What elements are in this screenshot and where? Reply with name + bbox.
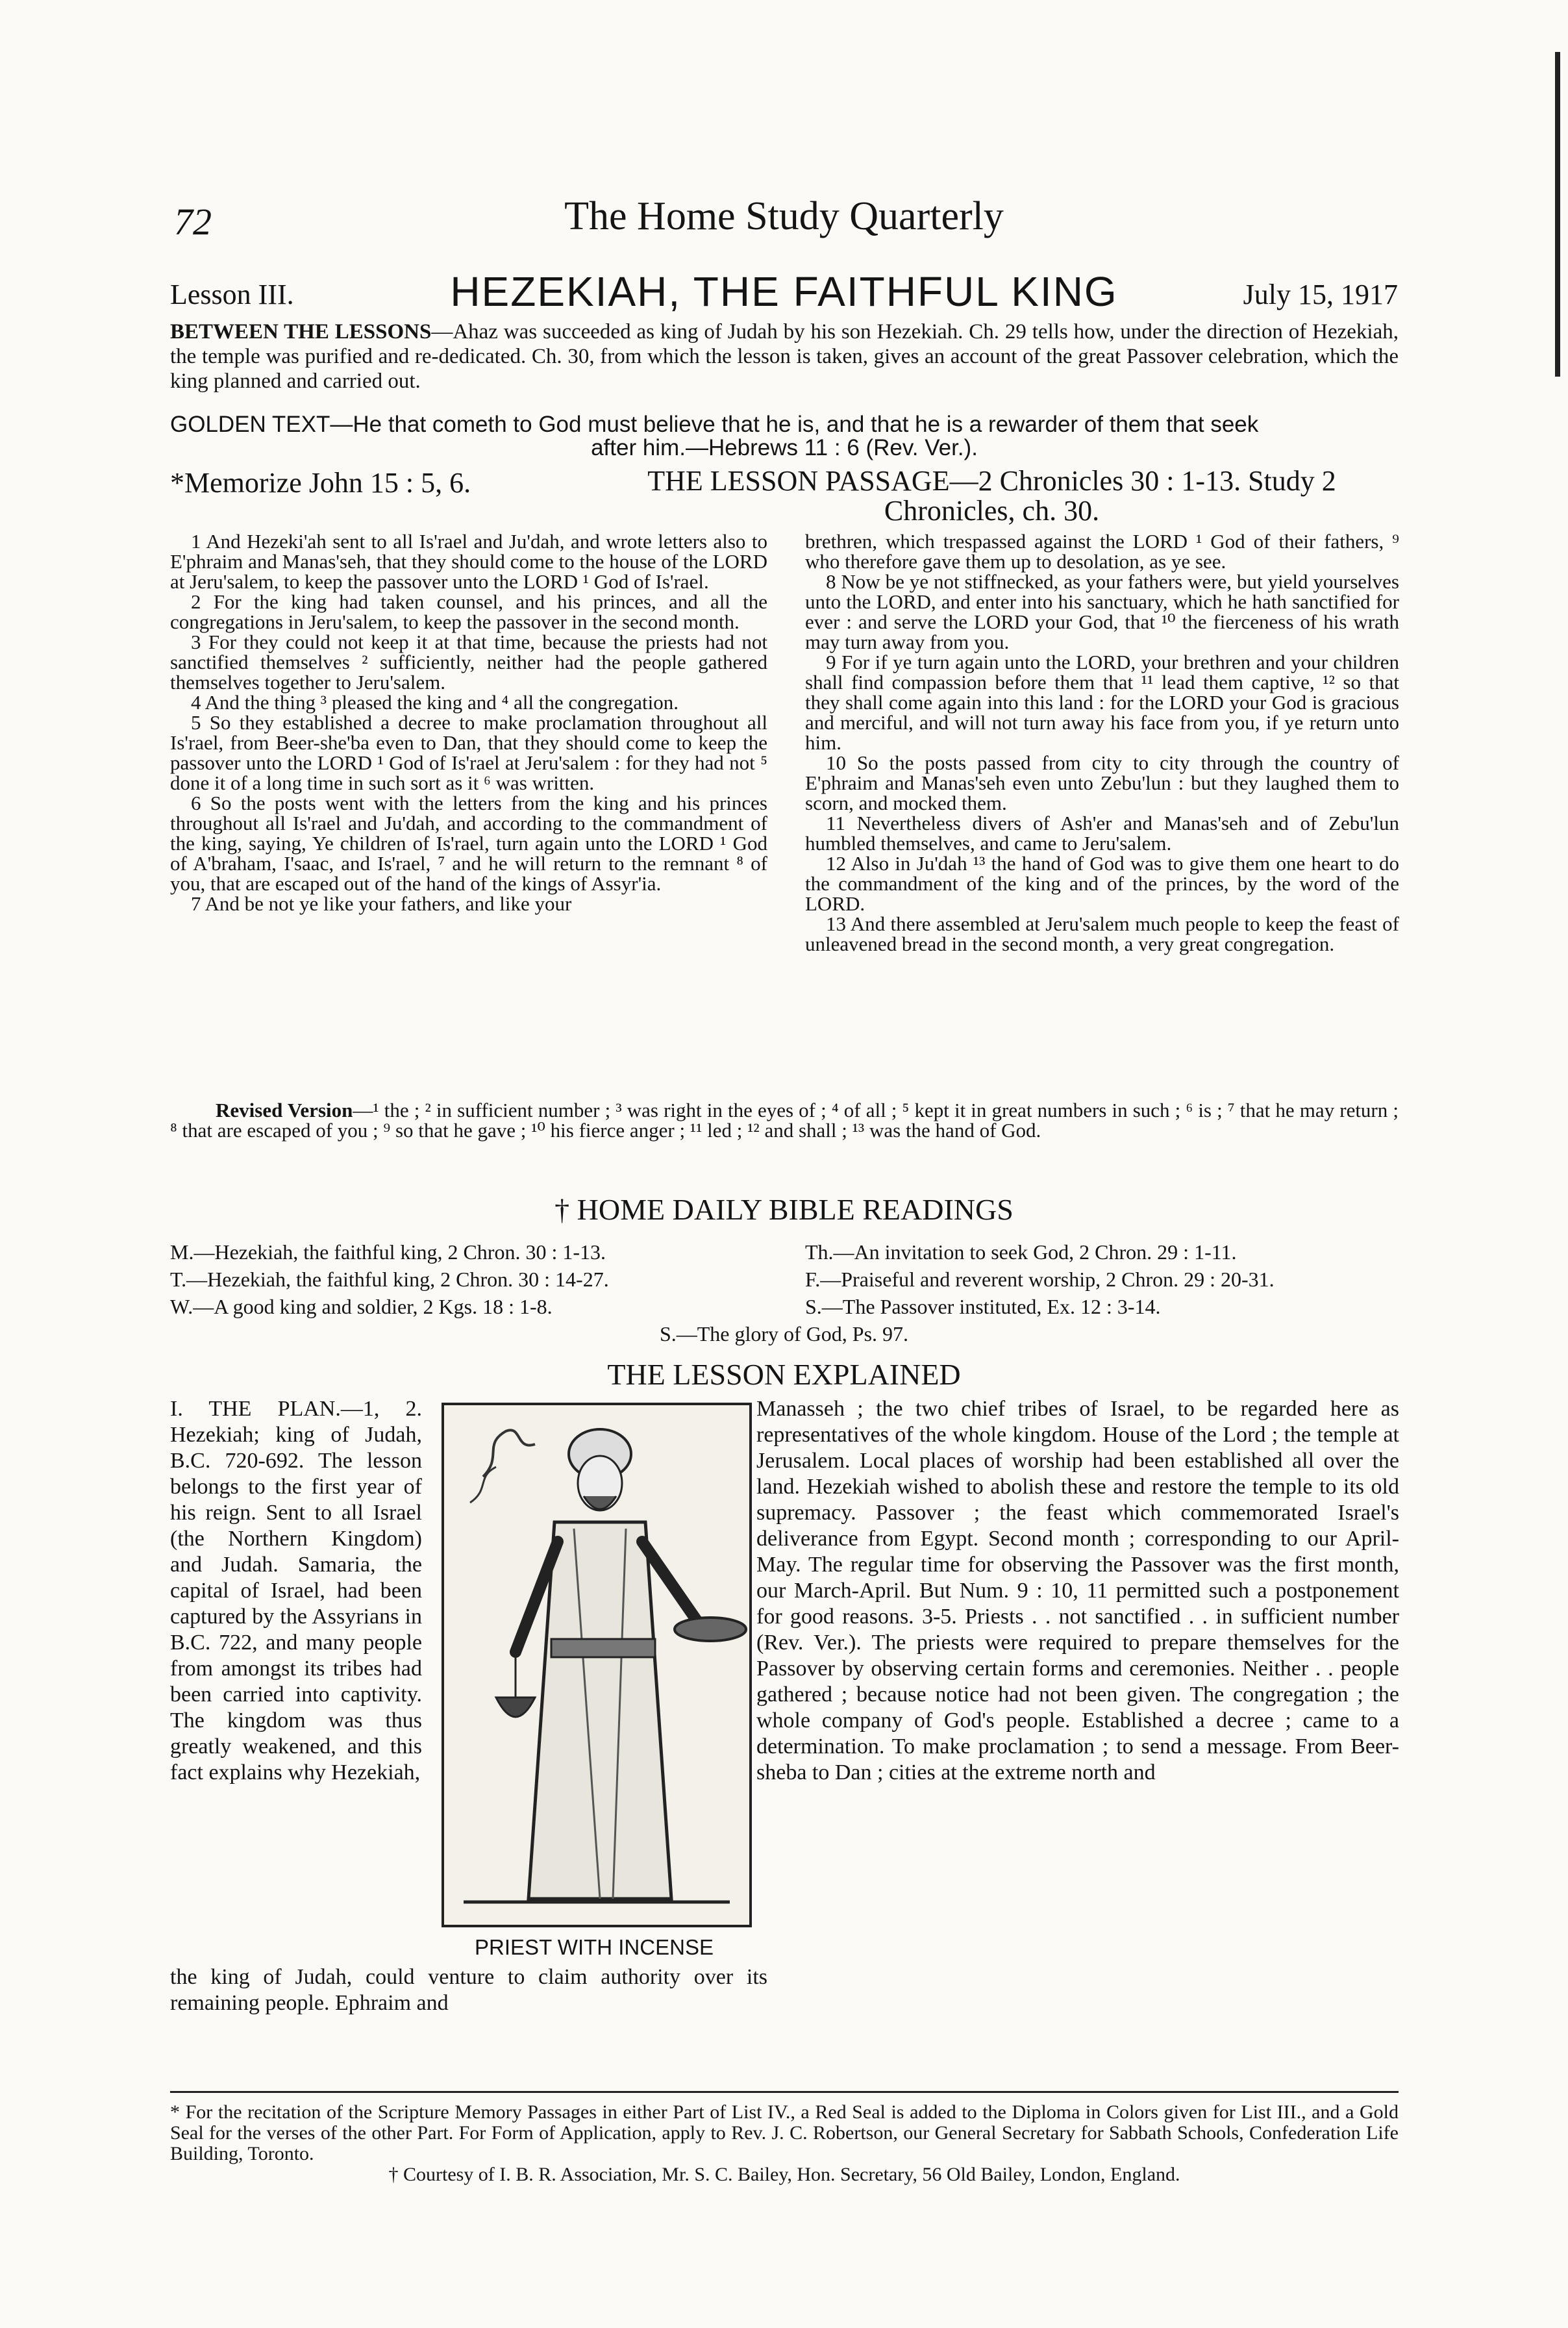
verse: 8 Now be ye not stiffnecked, as your fathers were, but yield yourselves unto the LORD, and enter into his sanctuary, which he hath sanctified for ever : and serve the LORD your God, that ¹⁰ the fierceness of his wrath may turn away from you. xyxy=(805,570,1399,653)
page-number: 72 xyxy=(174,201,212,243)
between-the-lessons xyxy=(170,319,1399,394)
lesson-explained-title: THE LESSON EXPLAINED xyxy=(607,1358,961,1391)
verse: 5 So they established a decree to make proclamation throughout all Is'rael, from Beer-she'ba even to Dan, that they should come to keep the passover unto the LORD ¹ God of Is'rael at Jeru'salem : for they had not ⁵ done it of a long time in such sort as it ⁶ was written. xyxy=(170,711,767,794)
verse: 2 For the king had taken counsel, and his princes, and all the congregations in Jeru'salem, to keep the passover in the second month. xyxy=(170,590,767,633)
reading-item: Th.—An invitation to seek God, 2 Chron. 29 : 1-11. xyxy=(805,1240,1237,1264)
verse: 10 So the posts passed from city to city through the country of E'phraim and Manas'seh even unto Zebu'lun : but they laughed them to scorn, and mocked them. xyxy=(805,751,1399,814)
explained-bottom-left: the king of Judah, could venture to claim authority over its remaining people. Ephraim and xyxy=(170,1965,767,2015)
golden-text-line-1: GOLDEN TEXT—He that cometh to God must believe that he is, and that he is a rewarder of them that seek xyxy=(170,412,1259,437)
reading-item: W.—A good king and soldier, 2 Kgs. 18 : 1-8. xyxy=(170,1295,553,1318)
footnote: * For the recitation of the Scripture Memory Passages in either Part of List IV., a Red Seal is added to the Diploma in Colors given for List III., and a Gold Seal for the verses of the other Part. For Form of Application, apply to Rev. J. C. Robertson, our General Secretary for Sabbath Schools, Confederation Life Building, Toronto. xyxy=(170,2101,1399,2164)
verse: 11 Nevertheless divers of Ash'er and Manas'seh and of Zebu'lun humbled themselves, and came to Jeru'salem. xyxy=(805,812,1399,855)
verse: 12 Also in Ju'dah ¹³ the hand of God was to give them one heart to do the commandment of the king and of the princes, by the word of the LORD. xyxy=(805,852,1399,915)
reading-item: S.—The Passover instituted, Ex. 12 : 3-14. xyxy=(805,1295,1161,1318)
footnote: † Courtesy of I. B. R. Association, Mr. S. C. Bailey, Hon. Secretary, 56 Old Bailey, London, England. xyxy=(388,2164,1180,2185)
memorize-note: *Memorize John 15 : 5, 6. xyxy=(170,467,471,499)
verse: 6 So the posts went with the letters from the king and his princes throughout all Is'rael and Ju'dah, and according to the commandment of the king, saying, Ye children of Is'rael, turn again unto the LORD ¹ God of A'braham, I'saac, and Is'rael, ⁷ and he will return to the remnant ⁸ of you, that are escaped out of the hand of the kings of Assyr'ia. xyxy=(170,792,767,895)
reading-item: S.—The glory of God, Ps. 97. xyxy=(659,1322,909,1345)
verse: 4 And the thing ³ pleased the king and ⁴ all the congregation. xyxy=(191,691,679,714)
between-text: —Ahaz was succeeded as king of Judah by his son Hezekiah. Ch. 29 tells how, under the direction of Hezekiah, the temple was purified and re-dedicated. Ch. 30, from which the lesson is taken, gives an account of the great Passover celebration, which the king planned and carried out. xyxy=(170,320,1399,393)
revised-version-notes xyxy=(170,1100,1399,1140)
verse: 3 For they could not keep it at that time, because the priests had not sanctified themselves ² sufficiently, neither had the people gathered themselves together to Jeru'salem. xyxy=(170,631,767,694)
readings-title: † HOME DAILY BIBLE READINGS xyxy=(554,1193,1014,1226)
reading-item: M.—Hezekiah, the faithful king, 2 Chron. 30 : 1-13. xyxy=(170,1240,606,1264)
page-edge-rule xyxy=(1555,52,1560,377)
revised-text: —¹ the ; ² in sufficient number ; ³ was right in the eyes of ; ⁴ of all ; ⁵ kept it in great numbers in such ; ⁶ is ; ⁷ that he may return ; ⁸ that are escaped of you ; ⁹ so that he gave ; ¹⁰ his fierce anger ; ¹¹ led ; ¹² and shall ; ¹³ was the hand of God. xyxy=(170,1099,1399,1142)
passage-right-column xyxy=(805,531,1399,954)
verse: 1 And Hezeki'ah sent to all Is'rael and Ju'dah, and wrote letters also to E'phraim and Manas'seh, that they should come to the house of the LORD at Jeru'salem, to keep the passover unto the LORD ¹ God of Is'rael. xyxy=(170,530,767,593)
running-title: The Home Study Quarterly xyxy=(564,194,1004,238)
verse: brethren, which trespassed against the LORD ¹ God of their fathers, ⁹ who therefore gave them up to desolation, as ye see. xyxy=(805,530,1399,573)
revised-label: Revised Version xyxy=(216,1099,353,1121)
lesson-number: Lesson III. xyxy=(170,279,294,310)
illustration-caption: PRIEST WITH INCENSE xyxy=(475,1935,714,1959)
lesson-passage-heading: THE LESSON PASSAGE—2 Chronicles 30 : 1-13. Study 2 Chronicles, ch. 30. xyxy=(647,465,1336,527)
explained-right-column: Manasseh ; the two chief tribes of Israel, to be regarded here as representatives of the whole kingdom. House of the Lord ; the temple at Jerusalem. Local places of worship had been established all over the land. Hezekiah wished to abolish these and restore the temple to its old supremacy. Passover ; the feast which commemorated Israel's deliverance from Egypt. Second month ; corresponding to our April-May. The regular time for observing the Passover was the first month, our March-April. But Num. 9 : 10, 11 permitted such a postponement for good reasons. 3-5. Priests . . not sanctified . . in sufficient number (Rev. Ver.). The priests were required to prepare themselves for the Passover by observing certain forms and ceremonies. Neither . . people gathered ; because notice had not been given. The congregation ; the whole company of God's people. Established a decree ; came to a determination. To make proclamation ; to send a message. From Beer-sheba to Dan ; cities at the extreme north and xyxy=(756,1397,1399,1784)
verse: 13 And there assembled at Jeru'salem much people to keep the feast of unleavened bread in the second month, a very great congregation. xyxy=(805,912,1399,955)
between-label: BETWEEN THE LESSONS xyxy=(170,320,432,344)
reading-item: T.—Hezekiah, the faithful king, 2 Chron. 30 : 14-27. xyxy=(170,1268,609,1291)
verse: 9 For if ye turn again unto the LORD, your brethren and your children shall find compassion before them that ¹¹ lead them captive, ¹² so that they shall come again into this land : for the LORD your God is gracious and merciful, and will not turn away his face from you, if ye return unto him. xyxy=(805,651,1399,754)
plan-column: I. THE PLAN.—1, 2. Hezekiah; king of Judah, B.C. 720-692. The lesson belongs to the first year of his reign. Sent to all Israel (the Northern Kingdom) and Judah. Samaria, the capital of Israel, had been captured by the Assyrians in B.C. 722, and many people from amongst its tribes had been carried into captivity. The kingdom was thus greatly weakened, and this fact explains why Hezekiah, xyxy=(170,1397,422,1784)
verse: 7 And be not ye like your fathers, and like your xyxy=(191,892,572,915)
lesson-title: HEZEKIAH, THE FAITHFUL KING xyxy=(450,268,1118,315)
priest-with-incense-icon xyxy=(444,1405,749,1925)
lesson-date: July 15, 1917 xyxy=(1243,279,1398,310)
passage-left-column xyxy=(170,531,767,914)
golden-text xyxy=(170,413,1399,460)
footnotes xyxy=(170,2091,1399,2185)
priest-illustration xyxy=(442,1403,752,1927)
reading-item: F.—Praiseful and reverent worship, 2 Chron. 29 : 20-31. xyxy=(805,1268,1275,1291)
golden-text-line-2: after him.—Hebrews 11 : 6 (Rev. Ver.). xyxy=(591,435,978,460)
